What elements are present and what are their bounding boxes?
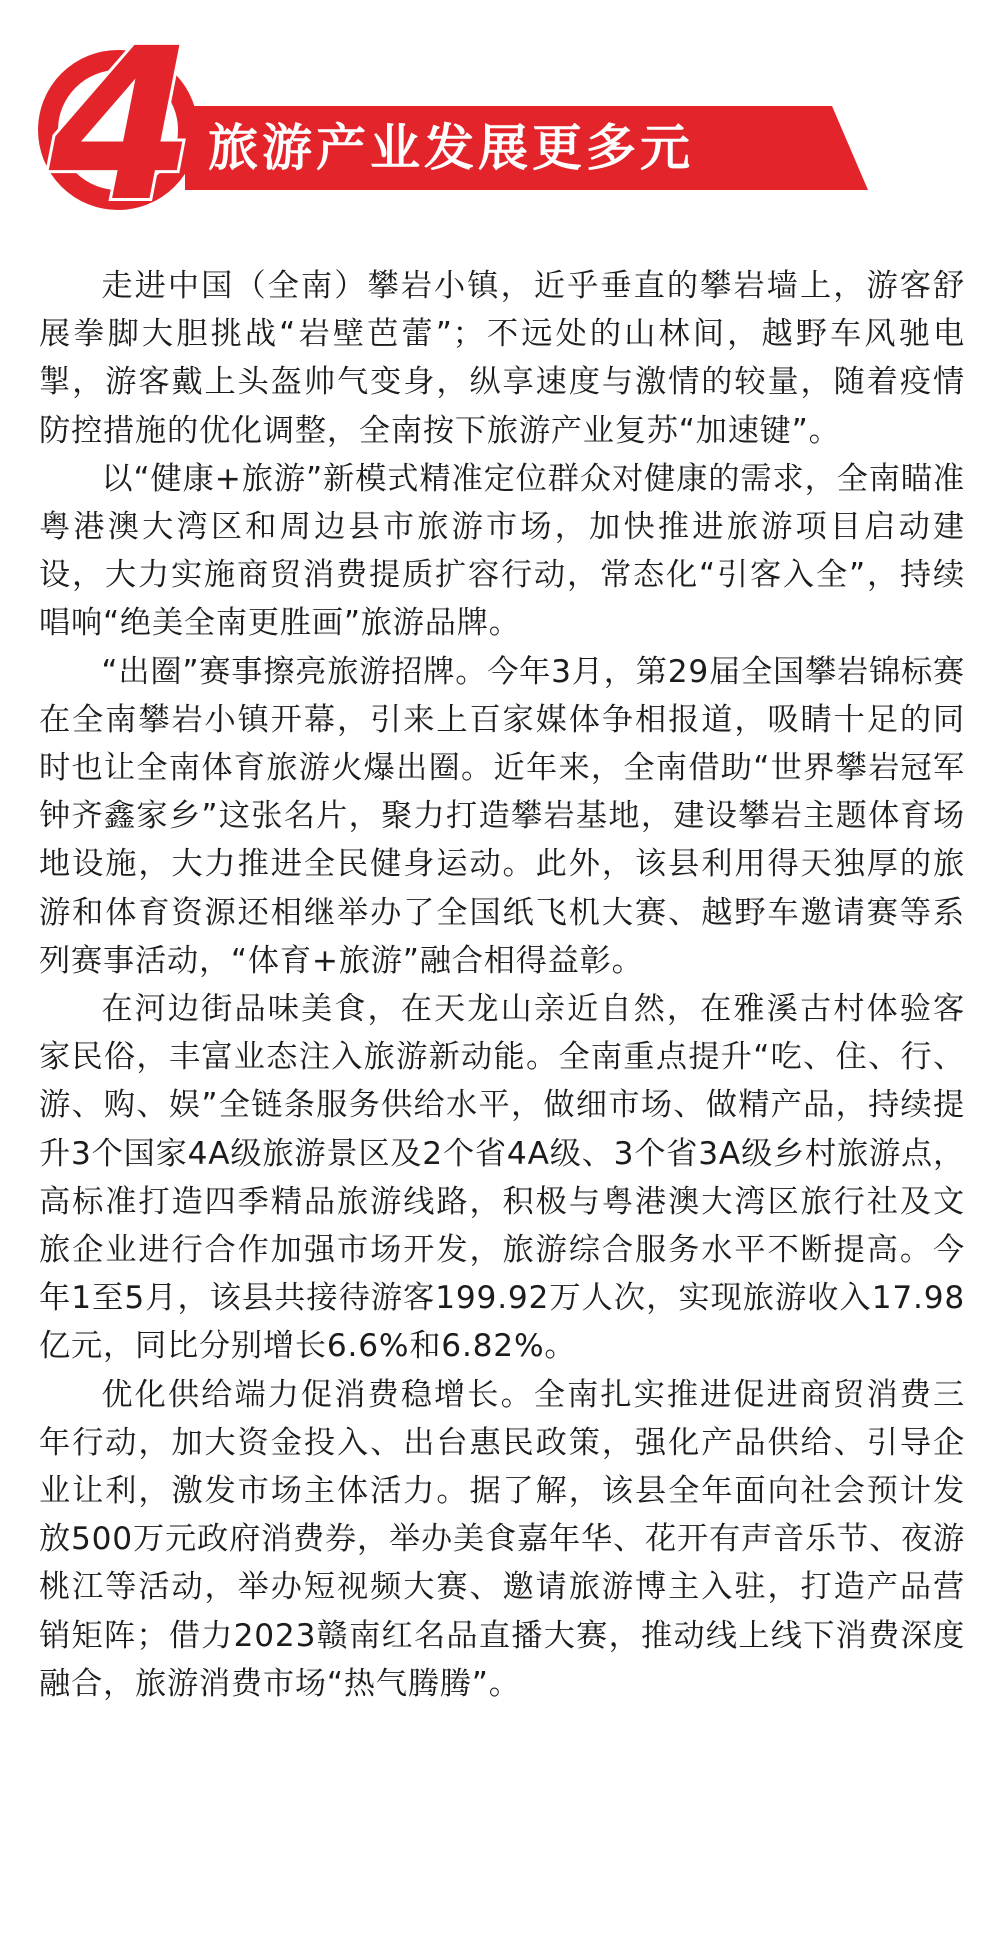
section-number: 4 — [48, 3, 196, 230]
section-title: 旅游产业发展更多元 — [208, 119, 694, 177]
paragraph: “出圈”赛事擦亮旅游招牌。今年3月，第29届全国攀岩锦标赛在全南攀岩小镇开幕，引来上百家媒体争相报道，吸睛十足的同时也让全南体育旅游火爆出圈。近年来，全南借助“世界攀岩冠军钟齐鑫家乡”这张名片，聚力打造攀岩基地，建设攀岩主题体育场地设施，大力推进全民健身运动。此外，该县利用得天独厚的旅游和体育资源还相继举办了全国纸飞机大赛、越野车邀请赛等系列赛事活动，“体育+旅游”融合相得益彰。 — [39, 653, 965, 979]
paragraph: 以“健康+旅游”新模式精准定位群众对健康的需求，全南瞄准粤港澳大湾区和周边县市旅游市场，加快推进旅游项目启动建设，大力实施商贸消费提质扩容行动，常态化“引客入全”，持续唱响“绝美全南更胜画”旅游品牌。 — [39, 460, 965, 642]
section-header — [0, 0, 1002, 230]
paragraph: 走进中国（全南）攀岩小镇，近乎垂直的攀岩墙上，游客舒展拳脚大胆挑战“岩壁芭蕾”；不远处的山林间，越野车风驰电掣，游客戴上头盔帅气变身，纵享速度与激情的较量，随着疫情防控措施的优化调整，全南按下旅游产业复苏“加速键”。 — [39, 268, 965, 449]
paragraph: 在河边街品味美食，在天龙山亲近自然，在雅溪古村体验客家民俗，丰富业态注入旅游新动能。全南重点提升“吃、住、行、游、购、娱”全链条服务供给水平，做细市场、做精产品，持续提升3个国家4A级旅游景区及2个省4A级、3个省3A级乡村旅游点，高标准打造四季精品旅游线路，积极与粤港澳大湾区旅行社及文旅企业进行合作加强市场开发，旅游综合服务水平不断提高。今年1至5月，该县共接待游客199.92万人次，实现旅游收入17.98亿元，同比分别增长6.6%和6.82%。 — [39, 991, 965, 1365]
article-body — [39, 262, 965, 1708]
paragraph: 优化供给端力促消费稳增长。全南扎实推进促进商贸消费三年行动，加大资金投入、出台惠民政策，强化产品供给、引导企业让利，激发市场主体活力。据了解，该县全年面向社会预计发放500万元政府消费券，举办美食嘉年华、花开有声音乐节、夜游桃江等活动，举办短视频大赛、邀请旅游博主入驻，打造产品营销矩阵；借力2023赣南红名品直播大赛，推动线上线下消费深度融合，旅游消费市场“热气腾腾”。 — [39, 1376, 965, 1702]
